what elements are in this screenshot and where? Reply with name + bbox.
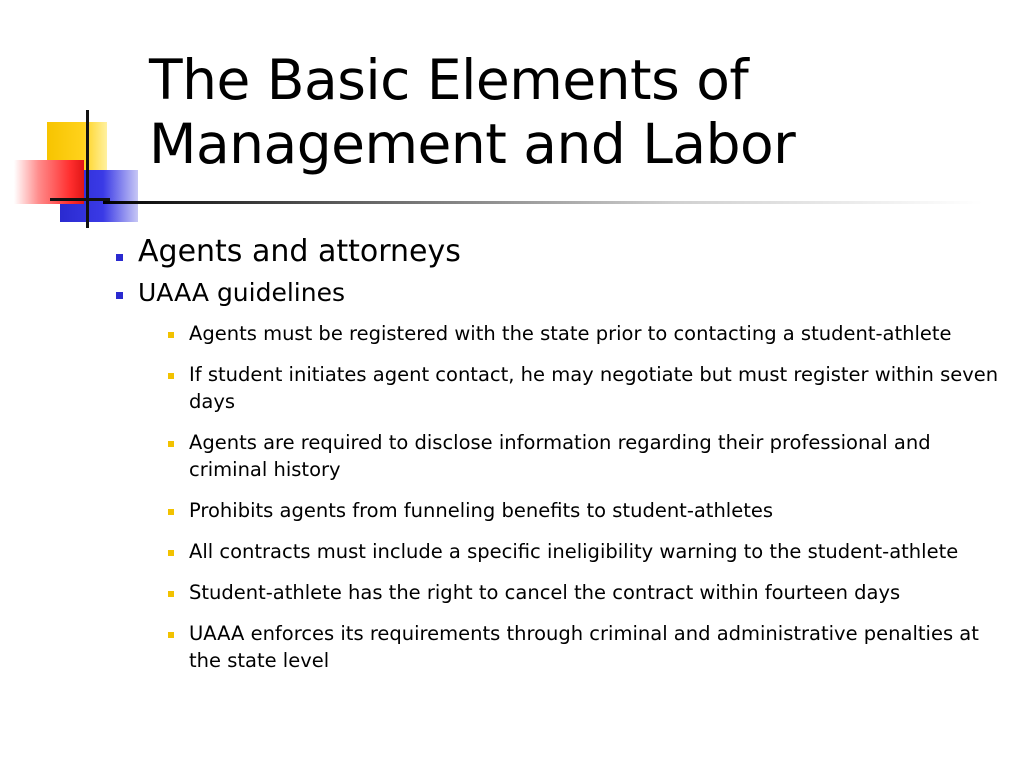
slide-title bbox=[149, 48, 989, 176]
sub-bullet-text: If student initiates agent contact, he may negotiate but must register within seven days bbox=[189, 363, 999, 413]
sub-bullet-right-to-cancel bbox=[189, 579, 1002, 606]
slide-body bbox=[112, 232, 1002, 688]
bullet-agents-and-attorneys bbox=[112, 232, 1002, 272]
bullet-text: UAAA guidelines bbox=[138, 278, 345, 307]
title-underline bbox=[103, 201, 983, 204]
yellow-square-bullet-icon bbox=[168, 550, 174, 556]
blue-square-bullet-icon bbox=[116, 292, 123, 299]
slide-title-line-2: Management and Labor bbox=[149, 112, 796, 176]
sub-bullet-funneling-benefits bbox=[189, 497, 1002, 524]
sub-bullet-registration bbox=[189, 320, 1002, 347]
sub-bullet-text: Student-athlete has the right to cancel the contract within fourteen days bbox=[189, 581, 901, 604]
sub-bullet-student-initiated-contact bbox=[189, 361, 1002, 415]
sub-bullet-ineligibility-warning bbox=[189, 538, 1002, 565]
corner-squares-logo-icon bbox=[0, 0, 140, 240]
sub-bullet-text: Agents are required to disclose information regarding their professional and criminal history bbox=[189, 431, 931, 481]
logo-horizontal-line bbox=[50, 198, 110, 201]
bullet-uaaa-guidelines bbox=[112, 276, 1002, 310]
yellow-square-bullet-icon bbox=[168, 591, 174, 597]
sub-bullet-disclosure bbox=[189, 429, 1002, 483]
logo-vertical-line bbox=[86, 110, 89, 228]
uaaa-guidelines-list bbox=[112, 320, 1002, 674]
sub-bullet-text: Prohibits agents from funneling benefits to student-athletes bbox=[189, 499, 774, 522]
yellow-square-bullet-icon bbox=[168, 373, 174, 379]
yellow-square-bullet-icon bbox=[168, 332, 174, 338]
sub-bullet-enforcement bbox=[189, 620, 1002, 674]
yellow-square-bullet-icon bbox=[168, 632, 174, 638]
bullet-text: Agents and attorneys bbox=[138, 234, 461, 269]
yellow-square-bullet-icon bbox=[168, 441, 174, 447]
slide-title-line-1: The Basic Elements of bbox=[149, 48, 749, 112]
blue-square-bullet-icon bbox=[116, 254, 123, 261]
sub-bullet-text: All contracts must include a specific ineligibility warning to the student-athlete bbox=[189, 540, 959, 563]
yellow-square-bullet-icon bbox=[168, 509, 174, 515]
sub-bullet-text: Agents must be registered with the state prior to contacting a student-athlete bbox=[189, 322, 952, 345]
sub-bullet-text: UAAA enforces its requirements through criminal and administrative penalties at the state level bbox=[189, 622, 979, 672]
